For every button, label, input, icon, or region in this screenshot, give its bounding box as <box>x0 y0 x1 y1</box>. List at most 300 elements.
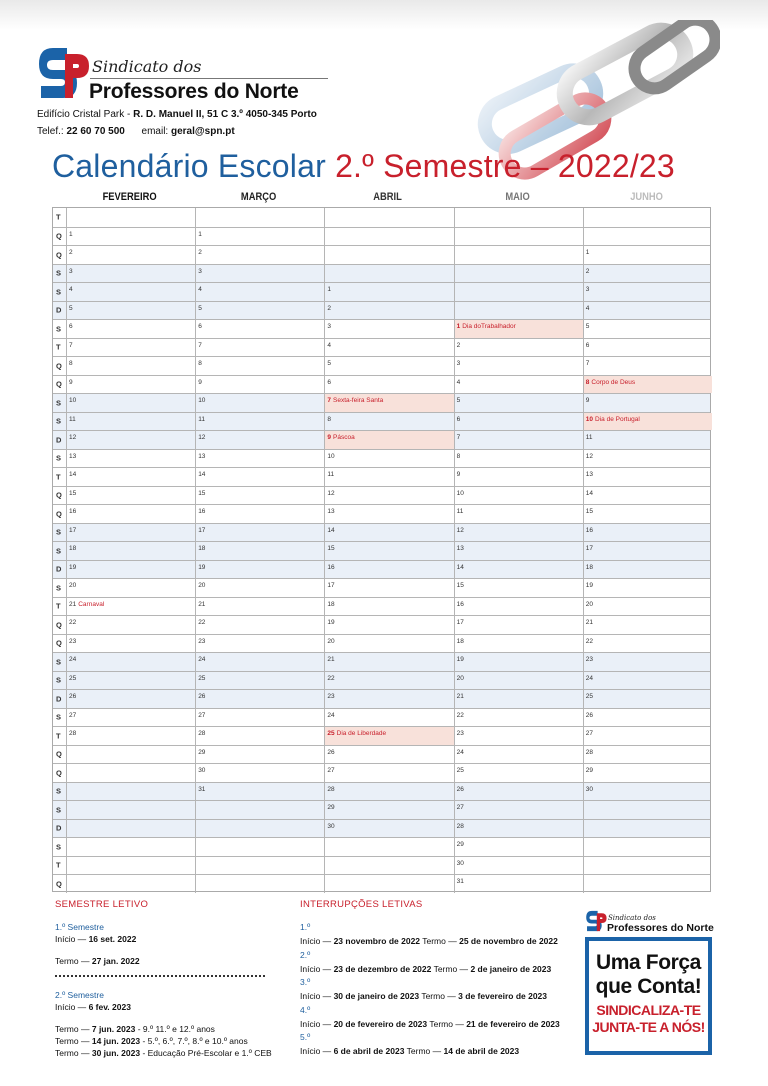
day-number: 7 <box>585 360 590 367</box>
calendar-row <box>53 356 710 375</box>
end-date: 27 jan. 2022 <box>91 956 140 966</box>
calendar-row <box>53 486 710 505</box>
day-number: 17 <box>69 526 77 534</box>
day-number: 17 <box>198 526 206 534</box>
day-number: 10 <box>69 397 77 404</box>
month-header: MARÇO <box>241 191 277 203</box>
day-cell <box>66 302 195 320</box>
day-cell <box>454 820 583 838</box>
day-cell <box>195 709 324 727</box>
start-date: 23 novembro de 2022 <box>333 936 421 946</box>
day-number: 24 <box>198 656 206 663</box>
dotted-divider <box>55 975 265 977</box>
day-number: 31 <box>456 878 464 885</box>
weekday-letter: T <box>56 731 61 741</box>
day-cell <box>66 376 195 394</box>
page-title <box>52 148 675 185</box>
day-cell <box>195 727 324 745</box>
calendar-row <box>53 597 710 616</box>
day-number: 16 <box>456 600 464 608</box>
semestre-1-start <box>55 934 136 944</box>
day-cell <box>454 302 583 320</box>
day-cell <box>66 283 195 301</box>
weekday-letter: Q <box>56 231 62 241</box>
day-cell <box>583 302 712 320</box>
day-number: 29 <box>585 767 594 774</box>
day-cell <box>324 616 453 634</box>
day-cell <box>583 228 712 246</box>
semestre-2-end-2 <box>55 1036 248 1046</box>
day-cell <box>66 320 195 338</box>
day-number: 12 <box>327 489 335 497</box>
email-address: geral@spn.pt <box>171 126 235 137</box>
day-cell <box>324 635 453 653</box>
day-number: 9 <box>69 378 73 386</box>
day-number: 18 <box>585 563 594 571</box>
day-cell <box>195 579 324 597</box>
day-number: 2 <box>327 304 332 312</box>
day-number: 15 <box>69 489 77 497</box>
day-number: 1 <box>456 323 461 330</box>
org-small-name: Sindicato dos <box>92 57 202 76</box>
spn-logo-icon <box>37 46 89 100</box>
day-number: 2 <box>69 249 73 256</box>
day-cell <box>195 413 324 431</box>
day-cell <box>195 487 324 505</box>
day-cell <box>454 801 583 819</box>
day-cell <box>583 450 712 468</box>
start-label: Início — <box>300 1046 332 1056</box>
day-number: 24 <box>456 748 464 756</box>
day-cell <box>454 413 583 431</box>
day-number: 26 <box>69 693 77 700</box>
day-cell <box>583 764 712 782</box>
contact-line <box>37 126 235 137</box>
day-number: 17 <box>327 582 335 589</box>
day-cell <box>454 598 583 616</box>
calendar-row <box>53 504 710 523</box>
start-date: 30 de janeiro de 2023 <box>333 991 420 1001</box>
day-number: 5 <box>327 360 332 367</box>
day-number: 3 <box>327 323 332 330</box>
month-header: FEVEREIRO <box>102 191 157 203</box>
calendar-row <box>53 282 710 301</box>
day-number: 10 <box>327 452 335 460</box>
day-number: 3 <box>456 360 461 367</box>
start-date: 6 de abril de 2023 <box>333 1046 405 1056</box>
day-cell <box>195 635 324 653</box>
day-cell <box>324 783 453 801</box>
day-cell <box>454 727 583 745</box>
weekday-letter: D <box>56 435 62 445</box>
day-cell <box>454 339 583 357</box>
calendar-row <box>53 615 710 634</box>
day-cell <box>195 357 324 375</box>
day-cell <box>324 487 453 505</box>
day-number: 18 <box>198 545 206 552</box>
day-number: 13 <box>327 508 335 515</box>
end-label: Termo — <box>55 1048 90 1058</box>
day-cell <box>454 431 583 449</box>
day-cell <box>195 746 324 764</box>
day-cell <box>195 838 324 856</box>
holiday-note: Sexta-feira Santa <box>333 397 384 404</box>
day-cell <box>195 542 324 560</box>
day-number: 9 <box>585 397 590 404</box>
month-headers <box>52 191 711 207</box>
day-cell <box>454 394 583 412</box>
day-cell <box>195 208 324 227</box>
day-cell <box>66 265 195 283</box>
semestre-2-end-1 <box>55 1024 215 1034</box>
day-cell <box>195 394 324 412</box>
title-part-2: 2.º Semestre – 2022/23 <box>335 148 675 184</box>
end-detail: - Educação Pré-Escolar e 1.º CEB <box>142 1048 272 1058</box>
calendar-row <box>53 449 710 468</box>
day-cell <box>324 505 453 523</box>
calendar-row <box>53 856 710 875</box>
day-cell <box>583 838 712 856</box>
day-number: 19 <box>198 563 206 571</box>
day-number: 21 <box>69 600 77 608</box>
day-number: 13 <box>69 452 77 460</box>
day-cell <box>195 302 324 320</box>
day-number: 28 <box>69 730 77 737</box>
day-number: 2 <box>456 341 461 349</box>
start-label: Início — <box>55 934 87 944</box>
day-number: 4 <box>585 304 590 312</box>
day-cell <box>454 357 583 375</box>
day-number: 8 <box>69 360 73 367</box>
day-cell <box>195 690 324 708</box>
day-cell <box>454 561 583 579</box>
calendar-row <box>53 375 710 394</box>
weekday-letter: S <box>56 287 62 297</box>
day-cell <box>324 838 453 856</box>
holiday-note: Carnaval <box>78 600 105 608</box>
day-number: 28 <box>456 822 464 830</box>
start-label: Início — <box>300 963 332 974</box>
end-label: Termo — <box>421 991 456 1001</box>
day-number: 10 <box>585 415 594 423</box>
day-number: 29 <box>327 804 335 811</box>
day-number: 10 <box>456 489 464 497</box>
weekday-letter: S <box>56 546 62 556</box>
weekday-letter: D <box>56 564 62 574</box>
day-number: 15 <box>198 489 206 497</box>
day-cell <box>324 709 453 727</box>
day-number: 7 <box>198 341 202 349</box>
day-cell <box>66 653 195 671</box>
day-cell <box>66 709 195 727</box>
day-number: 6 <box>69 323 73 330</box>
day-cell <box>66 838 195 856</box>
day-number: 27 <box>198 711 206 719</box>
semestre-1-label: 1.º Semestre <box>55 922 104 932</box>
interruption-number: 5.º <box>300 1032 311 1042</box>
day-number: 20 <box>198 582 206 589</box>
day-cell <box>454 320 583 338</box>
end-date: 2 de janeiro de 2023 <box>470 963 552 974</box>
day-cell <box>195 653 324 671</box>
day-number: 26 <box>456 785 464 793</box>
day-cell <box>195 468 324 486</box>
day-cell <box>324 764 453 782</box>
calendar-row <box>53 560 710 579</box>
day-cell <box>583 413 712 431</box>
day-cell <box>324 598 453 616</box>
day-number: 20 <box>456 674 464 682</box>
day-cell <box>454 376 583 394</box>
day-number: 6 <box>327 378 332 386</box>
day-number: 15 <box>585 508 594 515</box>
end-date: 30 jun. 2023 <box>91 1048 141 1058</box>
tel-label: Telef.: <box>37 126 64 137</box>
day-number: 21 <box>585 619 594 626</box>
address-street: R. D. Manuel II, 51 C 3.º 4050-345 Porto <box>133 109 317 120</box>
day-cell <box>195 376 324 394</box>
day-cell <box>583 265 712 283</box>
day-number: 7 <box>327 397 332 404</box>
day-number: 1 <box>69 230 73 238</box>
calendar-row <box>53 745 710 764</box>
day-cell <box>195 598 324 616</box>
calendar-row <box>53 708 710 727</box>
day-cell <box>324 339 453 357</box>
calendar-row <box>53 578 710 597</box>
day-cell <box>195 672 324 690</box>
weekday-letter: Q <box>56 379 62 389</box>
day-number: 11 <box>327 471 335 478</box>
day-cell <box>583 579 712 597</box>
day-cell <box>66 764 195 782</box>
end-label: Termo — <box>433 963 469 974</box>
end-label: Termo — <box>55 956 90 966</box>
day-number: 21 <box>456 693 464 700</box>
day-cell <box>583 783 712 801</box>
day-number: 22 <box>198 619 206 626</box>
address <box>37 109 317 120</box>
day-cell <box>454 746 583 764</box>
day-cell <box>454 450 583 468</box>
day-cell <box>324 376 453 394</box>
end-date: 3 de fevereiro de 2023 <box>458 991 548 1001</box>
day-cell <box>454 690 583 708</box>
day-cell <box>454 579 583 597</box>
weekday-letter: S <box>56 657 62 667</box>
day-cell <box>324 208 453 227</box>
day-cell <box>324 579 453 597</box>
day-cell <box>66 524 195 542</box>
day-cell <box>324 431 453 449</box>
brand-divider <box>90 78 328 79</box>
day-number: 2 <box>198 249 202 256</box>
day-cell <box>583 208 712 227</box>
day-number: 12 <box>198 434 206 441</box>
start-date: 23 de dezembro de 2022 <box>333 963 432 974</box>
day-number: 4 <box>69 286 73 293</box>
ad-inner <box>589 941 708 1051</box>
end-label: Termo — <box>55 1024 90 1034</box>
weekday-letter: S <box>56 842 62 852</box>
semestre-1-end <box>55 956 140 966</box>
calendar-row <box>53 874 710 893</box>
day-number: 31 <box>198 785 206 793</box>
day-cell <box>583 875 712 893</box>
day-number: 28 <box>585 748 594 756</box>
day-number: 5 <box>69 304 73 312</box>
day-cell <box>195 875 324 893</box>
day-cell <box>454 283 583 301</box>
day-number: 9 <box>327 434 332 441</box>
start-label: Início — <box>300 936 332 946</box>
membership-ad-box <box>585 937 712 1055</box>
weekday-letter: T <box>56 342 61 352</box>
day-cell <box>583 376 712 394</box>
day-cell <box>195 783 324 801</box>
weekday-letter: D <box>56 694 62 704</box>
end-detail: - 5.º, 6.º, 7.º, 8.º e 10.º anos <box>142 1036 248 1046</box>
day-cell <box>583 727 712 745</box>
day-cell <box>195 265 324 283</box>
day-number: 17 <box>585 545 594 552</box>
day-cell <box>324 653 453 671</box>
day-cell <box>66 431 195 449</box>
day-number: 3 <box>198 267 202 275</box>
day-number: 16 <box>585 526 594 534</box>
day-number: 11 <box>585 434 593 441</box>
weekday-letter: T <box>56 860 61 870</box>
day-cell <box>66 413 195 431</box>
ad-spn-logo-icon <box>585 910 607 932</box>
day-cell <box>583 394 712 412</box>
day-cell <box>66 208 195 227</box>
day-cell <box>324 561 453 579</box>
day-cell <box>583 857 712 875</box>
day-number: 1 <box>327 286 332 293</box>
day-cell <box>583 431 712 449</box>
day-number: 25 <box>198 674 206 682</box>
day-number: 8 <box>456 452 461 460</box>
day-cell <box>195 283 324 301</box>
day-number: 7 <box>69 341 73 349</box>
weekday-letter: T <box>56 472 61 482</box>
day-cell <box>324 746 453 764</box>
day-cell <box>66 394 195 412</box>
day-cell <box>324 524 453 542</box>
day-cell <box>454 635 583 653</box>
day-cell <box>583 283 712 301</box>
month-header: MAIO <box>504 191 530 203</box>
weekday-letter: S <box>56 268 62 278</box>
day-number: 5 <box>585 323 590 330</box>
semestre-2-label: 2.º Semestre <box>55 990 104 1000</box>
day-cell <box>195 320 324 338</box>
day-number: 21 <box>327 656 335 663</box>
calendar-row <box>53 245 710 264</box>
calendar-row <box>53 264 710 283</box>
day-cell <box>66 228 195 246</box>
day-cell <box>324 394 453 412</box>
day-cell <box>324 468 453 486</box>
interruption-number: 1.º <box>300 922 311 932</box>
day-cell <box>454 838 583 856</box>
day-cell <box>583 801 712 819</box>
day-number: 25 <box>69 674 77 682</box>
day-cell <box>324 875 453 893</box>
day-cell <box>324 727 453 745</box>
start-date: 6 fev. 2023 <box>88 1002 131 1012</box>
day-cell <box>66 635 195 653</box>
day-number: 30 <box>585 785 594 793</box>
end-label: Termo — <box>406 1046 442 1056</box>
day-cell <box>324 857 453 875</box>
day-number: 16 <box>198 508 206 515</box>
day-number: 22 <box>456 711 464 719</box>
ad-org-small: Sindicato dos <box>608 914 656 922</box>
calendar-row <box>53 412 710 431</box>
interrupcoes-section-title: INTERRUPÇÕES LETIVAS <box>300 899 423 910</box>
day-number: 14 <box>198 471 206 478</box>
day-cell <box>583 320 712 338</box>
day-cell <box>454 709 583 727</box>
day-cell <box>583 672 712 690</box>
weekday-letter: S <box>56 786 62 796</box>
calendar-row <box>53 837 710 856</box>
ad-org-big: Professores do Norte <box>607 922 714 934</box>
ad-line-1: Uma Força <box>596 951 701 974</box>
weekday-letter: S <box>56 712 62 722</box>
day-number: 14 <box>327 526 335 534</box>
day-cell <box>66 579 195 597</box>
day-cell <box>454 487 583 505</box>
day-cell <box>195 820 324 838</box>
day-cell <box>66 820 195 838</box>
day-number: 19 <box>456 656 464 663</box>
day-cell <box>324 246 453 264</box>
day-cell <box>454 857 583 875</box>
end-label: Termo — <box>422 936 457 946</box>
day-cell <box>195 431 324 449</box>
ad-line-3: SINDICALIZA-TE <box>596 1002 701 1018</box>
day-number: 18 <box>327 600 335 608</box>
day-cell <box>454 616 583 634</box>
day-number: 11 <box>198 415 205 423</box>
day-cell <box>454 524 583 542</box>
weekday-letter: S <box>56 675 62 685</box>
start-label: Início — <box>55 1002 87 1012</box>
holiday-note: Dia doTrabalhador <box>462 323 516 330</box>
holiday-note: Páscoa <box>333 434 355 441</box>
day-cell <box>195 505 324 523</box>
day-cell <box>583 820 712 838</box>
month-header: ABRIL <box>373 191 403 203</box>
weekday-letter: Q <box>56 768 62 778</box>
interruption-dates <box>300 1019 560 1029</box>
start-date: 20 de fevereiro de 2023 <box>333 1018 428 1029</box>
day-cell <box>66 616 195 634</box>
day-cell <box>583 357 712 375</box>
day-number: 4 <box>327 341 332 349</box>
day-cell <box>454 505 583 523</box>
weekday-letter: S <box>56 416 62 426</box>
day-number: 6 <box>198 323 202 330</box>
day-cell <box>454 672 583 690</box>
day-cell <box>454 764 583 782</box>
day-number: 6 <box>456 415 461 423</box>
day-cell <box>583 339 712 357</box>
day-cell <box>195 561 324 579</box>
